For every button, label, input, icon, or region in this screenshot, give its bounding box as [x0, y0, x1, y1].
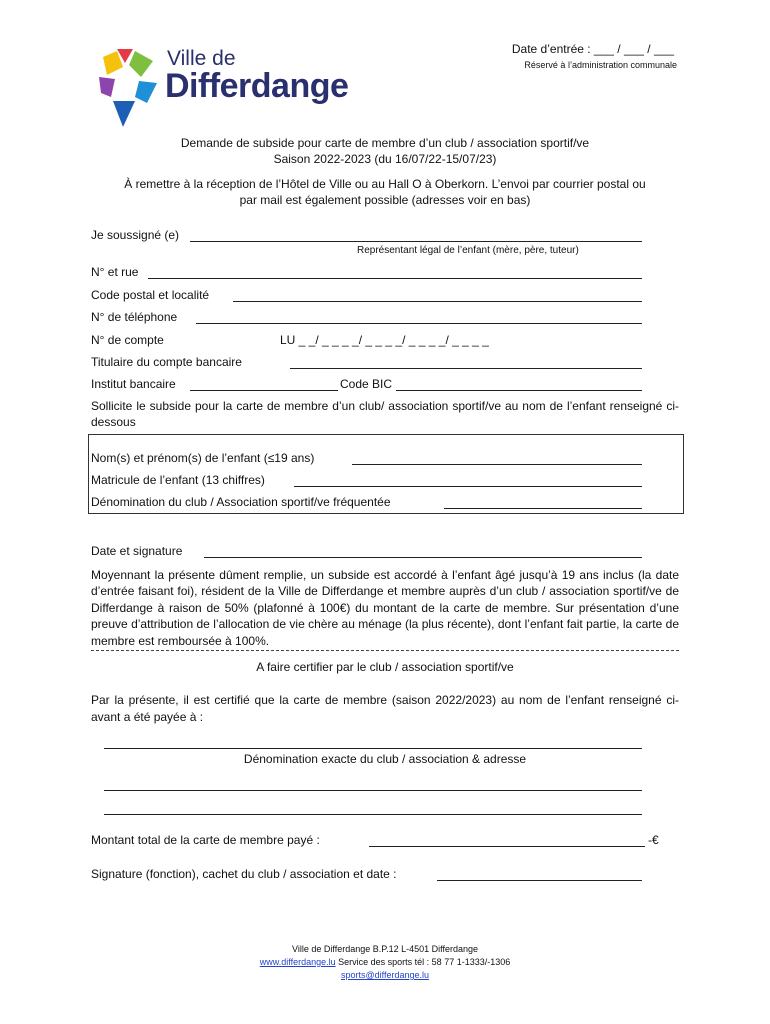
child-matricule-label: Matricule de l’enfant (13 chiffres)	[91, 473, 265, 487]
footer-email-row	[0, 970, 770, 980]
child-club-field[interactable]	[444, 508, 642, 509]
institut-field[interactable]	[190, 390, 338, 391]
rue-field[interactable]	[148, 278, 642, 279]
footer-line2	[0, 957, 770, 967]
soussigne-label: Je soussigné (e)	[91, 228, 180, 242]
telephone-label: N° de téléphone	[91, 310, 178, 324]
code-postal-field[interactable]	[233, 301, 642, 302]
denomination-label: Dénomination exacte du club / association & adresse	[243, 752, 527, 766]
code-postal-label: Code postal et localité	[91, 288, 210, 302]
club-name-field[interactable]	[104, 748, 642, 749]
logo-mark-icon	[95, 47, 161, 129]
date-entree: Date d’entrée : ___ / ___ / ___	[511, 42, 674, 56]
title-line1: Demande de subside pour carte de membre d’un club / association sportif/ve	[180, 136, 590, 150]
certify-signature-field[interactable]	[437, 880, 642, 881]
footer-address: Ville de Differdange B.P.12 L-4501 Differdange	[292, 944, 478, 954]
institut-label: Institut bancaire	[91, 377, 176, 391]
logo	[95, 47, 365, 132]
footer-email-link[interactable]: sports@differdange.lu	[340, 970, 430, 980]
child-matricule-field[interactable]	[294, 486, 642, 487]
cut-line	[91, 650, 679, 651]
child-name-field[interactable]	[352, 464, 642, 465]
instructions-line1: À remettre à la réception de l’Hôtel de Ville ou au Hall O à Oberkorn. L’envoi par courrier postal ou	[124, 177, 646, 191]
certify-heading: A faire certifier par le club / association sportif/ve	[256, 660, 514, 674]
date-signature-field[interactable]	[204, 557, 642, 558]
date-signature-label: Date et signature	[91, 544, 183, 558]
club-address-field-2[interactable]	[104, 814, 642, 815]
titulaire-field[interactable]	[290, 368, 642, 369]
footer-website-link[interactable]: www.differdange.lu	[259, 957, 336, 967]
montant-label: Montant total de la carte de membre payé :	[91, 833, 320, 847]
code-bic-field[interactable]	[396, 390, 642, 391]
logo-line1: Ville de	[167, 47, 236, 70]
certify-signature-label: Signature (fonction), cachet du club / association et date :	[91, 867, 397, 881]
representant-note: Représentant légal de l’enfant (mère, père, tuteur)	[357, 245, 579, 256]
code-bic-label: Code BIC	[340, 377, 393, 391]
rue-label: N° et rue	[91, 265, 139, 279]
certify-paragraph: Par la présente, il est certifié que la carte de membre (saison 2022/2023) au nom de l’enfant renseigné ci-avant a été payée à :	[91, 693, 679, 724]
soussigne-field[interactable]	[190, 241, 642, 242]
instructions-line2: par mail est également possible (adresses voir en bas)	[239, 193, 531, 207]
child-name-label: Nom(s) et prénom(s) de l’enfant (≤19 ans)	[91, 451, 315, 465]
club-address-field-1[interactable]	[104, 790, 642, 791]
child-club-label: Dénomination du club / Association sportif/ve fréquentée	[91, 495, 391, 509]
euro-suffix: -€	[648, 833, 659, 847]
subside-paragraph: Moyennant la présente dûment remplie, un subside est accordé à l’enfant âgé jusqu’à 19 ans inclus (la date d’entrée faisant foi), résident de la Ville de Differdange et membre auprès d’un club / association sportif/ve de Differdange à raison de 50% (plafonné à 100€) du montant de la carte de membre. Sur présentation d’une preuve d’attribution de l’allocation de vie chère au ménage (la plus récente), dont l’enfant fait partie, la carte de membre est remboursée à 100%.	[91, 568, 679, 648]
logo-line2: Differdange	[165, 67, 349, 105]
compte-field[interactable]: LU _ _/ _ _ _ _/ _ _ _ _/ _ _ _ _/ _ _ _ _	[280, 333, 489, 347]
reserve-administration: Réservé à l’administration communale	[524, 60, 677, 70]
telephone-field[interactable]	[196, 323, 642, 324]
sollicite-text: Sollicite le subside pour la carte de membre d’un club/ association sportif/ve au nom de l’enfant renseigné ci-dessous	[91, 399, 679, 429]
compte-label: N° de compte	[91, 333, 164, 347]
title-line2: Saison 2022-2023 (du 16/07/22-15/07/23)	[273, 152, 497, 166]
titulaire-label: Titulaire du compte bancaire	[91, 355, 242, 369]
footer-service: Service des sports tél : 58 77 1-1333/-1306	[335, 957, 511, 967]
montant-field[interactable]	[369, 846, 645, 847]
